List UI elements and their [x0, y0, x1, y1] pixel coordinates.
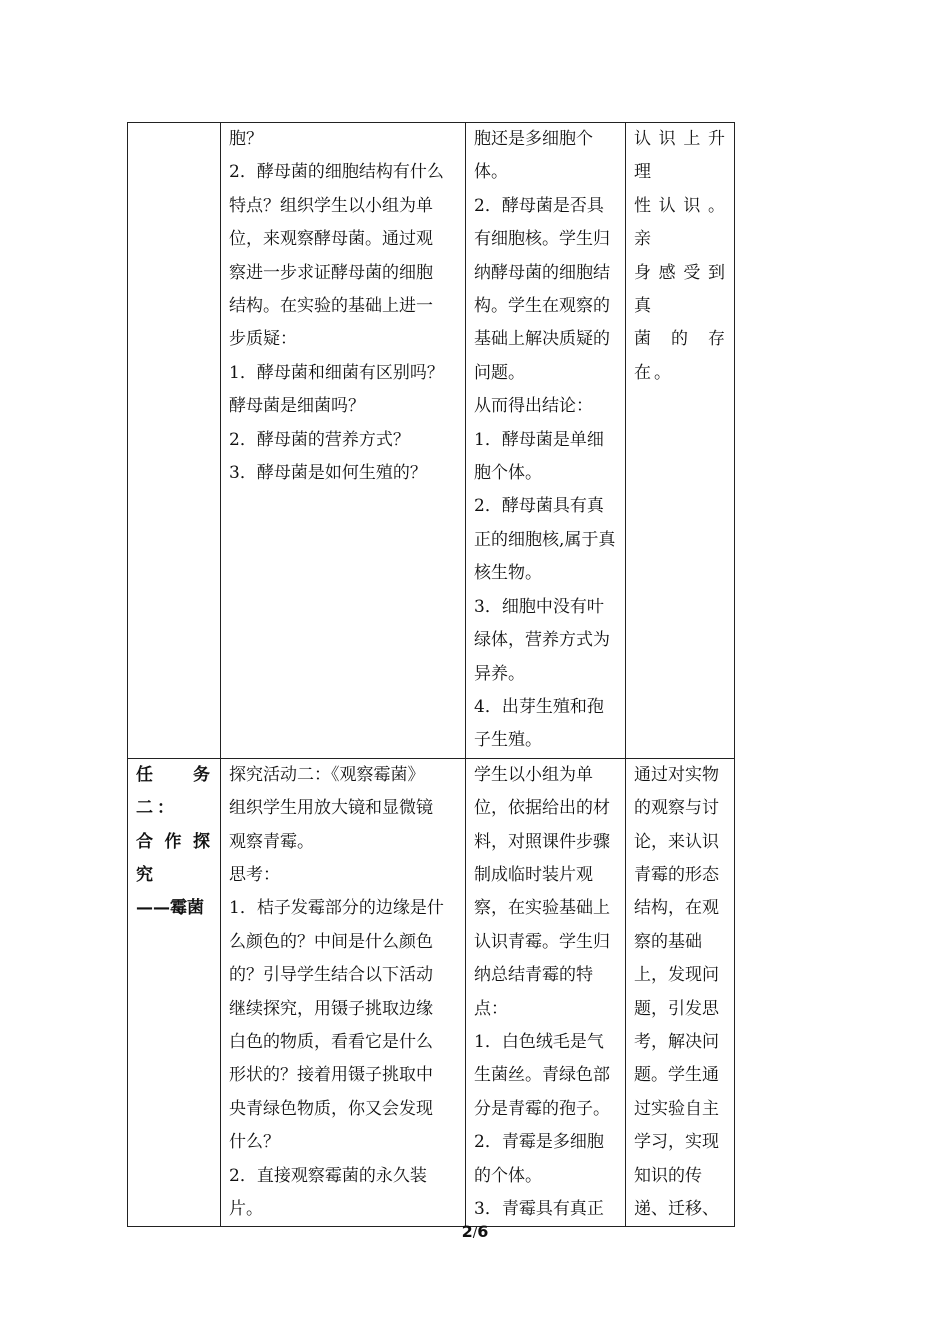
text-line: 察的基础 [634, 931, 702, 952]
text-line: 什么？ [229, 1132, 280, 1153]
task-cell [128, 758, 221, 1227]
design-intent-cell [626, 123, 735, 759]
text-line: 1．白色绒毛是气 [474, 1031, 604, 1052]
text-line: 认识上升理 [634, 129, 728, 183]
text-line: 认识青霉。学生归 [474, 931, 610, 952]
teacher-activity-cell [221, 758, 466, 1227]
text-line: 酵母菌是细菌吗？ [229, 396, 365, 417]
student-activity-cell [466, 758, 626, 1227]
text-line: 么颜色的？中间是什么颜色 [229, 931, 433, 952]
text-line: 的？引导学生结合以下活动 [229, 965, 433, 986]
text-line: 制成临时装片观 [474, 864, 593, 885]
table-row [128, 123, 735, 759]
text-line: 生菌丝。青绿色部 [474, 1065, 610, 1086]
text-line: 青霉的形态 [634, 864, 719, 885]
text-line: 继续探究，用镊子挑取边缘 [229, 998, 433, 1019]
text-line: 基础上解决质疑的 [474, 329, 610, 350]
text-line: 察进一步求证酵母菌的细胞 [229, 262, 433, 283]
text-line: 2．直接观察霉菌的永久装 [229, 1165, 427, 1186]
text-line: 结构。在实验的基础上进一 [229, 296, 433, 317]
text-line: 题。学生通 [634, 1065, 719, 1086]
text-line: 察，在实验基础上 [474, 898, 610, 919]
text-line: 过实验自主 [634, 1098, 719, 1119]
text-line: 胞？ [229, 129, 263, 149]
text-line: 有细胞核。学生归 [474, 229, 610, 250]
text-line: 上，发现问 [634, 965, 719, 986]
text-line: 异养。 [474, 663, 525, 684]
task-cell [128, 123, 221, 759]
text-line: 点： [474, 998, 508, 1019]
text-line: 菌的存在。 [634, 329, 728, 383]
text-line: 特点？组织学生以小组为单 [229, 195, 433, 216]
text-line: 思考： [229, 864, 280, 885]
text-line: 3．酵母菌是如何生殖的？ [229, 463, 427, 484]
text-line: 性认识。亲 [634, 195, 728, 250]
text-line: 分是青霉的孢子。 [474, 1098, 610, 1119]
text-line: 的观察与讨 [634, 798, 719, 819]
text-line: 题，引发思 [634, 998, 719, 1019]
text-line: 央青绿色物质，你又会发现 [229, 1098, 433, 1119]
total-pages: 6 [477, 1222, 489, 1241]
text-line: 探究活动二：《观察霉菌》 [229, 764, 425, 785]
text-line: 正的细胞核,属于真 [474, 529, 616, 550]
task-title-line: 任务二： [136, 764, 214, 819]
text-line: 核生物。 [474, 563, 542, 584]
text-line: 子生殖。 [474, 730, 542, 751]
text-line: 学生以小组为单 [474, 764, 593, 785]
page-separator: / [472, 1226, 478, 1241]
table-row [128, 758, 735, 1227]
text-line: 纳总结青霉的特 [474, 965, 593, 986]
text-line: 白色的物质，看看它是什么 [229, 1031, 433, 1052]
text-line: 学习，实现 [634, 1132, 719, 1153]
text-line: 问题。 [474, 362, 525, 383]
text-line: 2．酵母菌的细胞结构有什么 [229, 162, 444, 183]
text-line: 知识的传 [634, 1165, 702, 1186]
text-line: 1．桔子发霉部分的边缘是什 [229, 898, 444, 919]
lesson-plan-table [127, 122, 735, 1227]
text-line: 步质疑： [229, 329, 297, 350]
page-number [0, 1222, 950, 1241]
task-title-line: 合作探究 [136, 831, 214, 885]
text-line: 3．细胞中没有叶 [474, 596, 604, 617]
text-line: 1．酵母菌和细菌有区别吗？ [229, 362, 444, 383]
text-line: 3．青霉具有真正 [474, 1199, 604, 1219]
text-line: 2．酵母菌的营养方式？ [229, 429, 410, 450]
text-line: 位，依据给出的材 [474, 798, 610, 819]
text-line: 的个体。 [474, 1165, 542, 1186]
text-line: 递、迁移、 [634, 1199, 719, 1219]
text-line: 结构，在观 [634, 898, 719, 919]
text-line: 考，解决问 [634, 1031, 719, 1052]
text-line: 论，来认识 [634, 831, 719, 852]
teacher-activity-cell [221, 123, 466, 759]
student-activity-cell [466, 123, 626, 759]
text-line: 胞个体。 [474, 463, 542, 484]
text-line: 通过对实物 [634, 764, 719, 785]
text-line: 观察青霉。 [229, 831, 314, 852]
text-line: 位，来观察酵母菌。通过观 [229, 229, 433, 250]
text-line: 纳酵母菌的细胞结 [474, 262, 610, 283]
text-line: 2．青霉是多细胞 [474, 1132, 604, 1153]
text-line: 料，对照课件步骤 [474, 831, 610, 852]
text-line: 构。学生在观察的 [474, 296, 610, 317]
current-page: 2 [461, 1222, 473, 1241]
text-line: 4．出芽生殖和孢 [474, 696, 604, 717]
text-line: 片。 [229, 1199, 263, 1219]
design-intent-cell [626, 758, 735, 1227]
text-line: 2．酵母菌具有真 [474, 496, 604, 517]
text-line: 胞还是多细胞个 [474, 129, 593, 149]
text-line: 从而得出结论： [474, 396, 593, 417]
text-line: 组织学生用放大镜和显微镜 [229, 798, 433, 819]
text-line: 体。 [474, 162, 508, 183]
text-line: 绿体，营养方式为 [474, 630, 610, 651]
text-line: 形状的？接着用镊子挑取中 [229, 1065, 433, 1086]
text-line: 身感受到真 [634, 262, 728, 317]
text-line: 2．酵母菌是否具 [474, 195, 604, 216]
task-title-line: ——霉菌 [136, 898, 204, 919]
text-line: 1．酵母菌是单细 [474, 429, 604, 450]
